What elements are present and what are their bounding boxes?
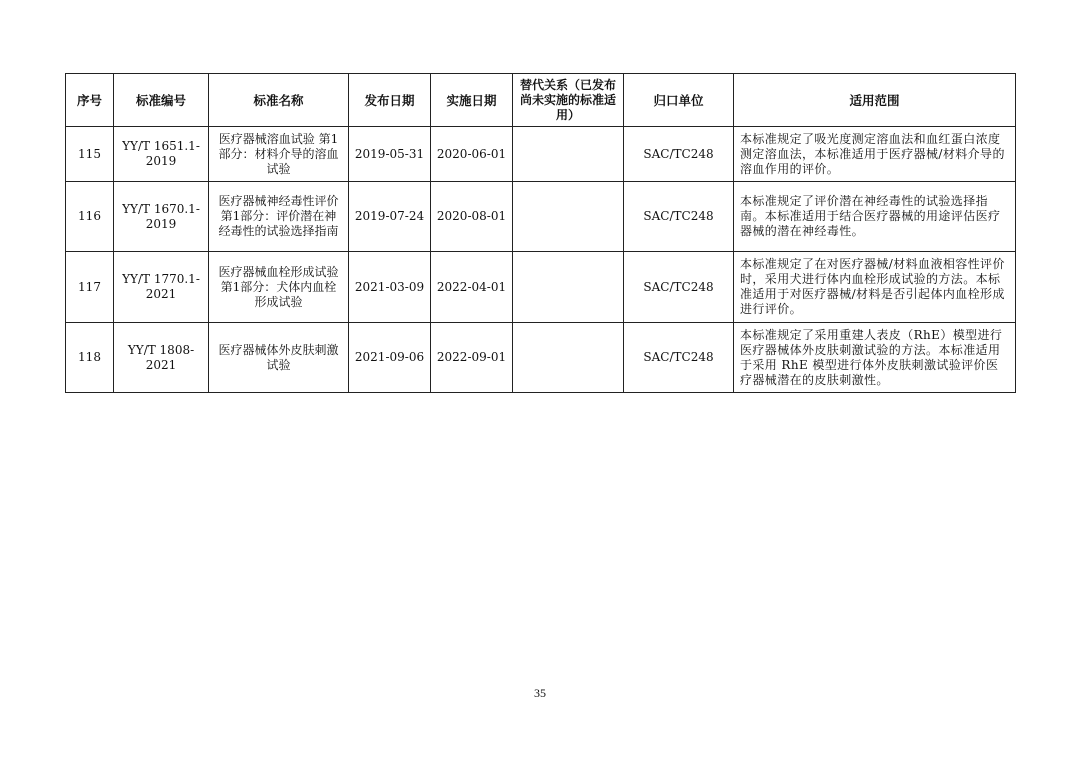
standards-table xyxy=(65,73,1016,393)
cell-scope: 本标准规定了采用重建人表皮（RhE）模型进行医疗器械体外皮肤刺激试验的方法。本标准适用于采用 RhE 模型进行体外皮肤刺激试验评价医疗器械潜在的皮肤刺激性。 xyxy=(734,323,1016,393)
cell-code: YY/T 1670.1-2019 xyxy=(114,182,209,252)
cell-impl-date: 2020-06-01 xyxy=(431,127,513,182)
cell-scope: 本标准规定了吸光度测定溶血法和血红蛋白浓度测定溶血法，本标准适用于医疗器械/材料介导的溶血作用的评价。 xyxy=(734,127,1016,182)
table-row xyxy=(66,323,1016,393)
table-row xyxy=(66,127,1016,182)
cell-replace xyxy=(513,323,624,393)
cell-unit: SAC/TC248 xyxy=(624,252,734,323)
cell-code: YY/T 1770.1-2021 xyxy=(114,252,209,323)
cell-replace xyxy=(513,252,624,323)
cell-replace xyxy=(513,182,624,252)
cell-name: 医疗器械血栓形成试验 第1部分：犬体内血栓形成试验 xyxy=(209,252,349,323)
header-seq: 序号 xyxy=(66,74,114,127)
table-header-row xyxy=(66,74,1016,127)
table-row xyxy=(66,252,1016,323)
cell-unit: SAC/TC248 xyxy=(624,182,734,252)
table-row xyxy=(66,182,1016,252)
cell-seq: 118 xyxy=(66,323,114,393)
cell-name: 医疗器械神经毒性评价 第1部分：评价潜在神经毒性的试验选择指南 xyxy=(209,182,349,252)
header-scope: 适用范围 xyxy=(734,74,1016,127)
cell-scope: 本标准规定了评价潜在神经毒性的试验选择指南。本标准适用于结合医疗器械的用途评估医疗器械的潜在神经毒性。 xyxy=(734,182,1016,252)
cell-impl-date: 2022-09-01 xyxy=(431,323,513,393)
cell-name: 医疗器械体外皮肤刺激试验 xyxy=(209,323,349,393)
cell-impl-date: 2020-08-01 xyxy=(431,182,513,252)
cell-publish-date: 2019-07-24 xyxy=(349,182,431,252)
cell-code: YY/T 1651.1-2019 xyxy=(114,127,209,182)
cell-code: YY/T 1808-2021 xyxy=(114,323,209,393)
cell-name: 医疗器械溶血试验 第1部分：材料介导的溶血试验 xyxy=(209,127,349,182)
cell-seq: 117 xyxy=(66,252,114,323)
header-replace: 替代关系（已发布尚未实施的标准适用） xyxy=(513,74,624,127)
cell-publish-date: 2021-03-09 xyxy=(349,252,431,323)
header-code: 标准编号 xyxy=(114,74,209,127)
cell-unit: SAC/TC248 xyxy=(624,323,734,393)
cell-seq: 115 xyxy=(66,127,114,182)
cell-publish-date: 2019-05-31 xyxy=(349,127,431,182)
cell-replace xyxy=(513,127,624,182)
cell-seq: 116 xyxy=(66,182,114,252)
header-impl-date: 实施日期 xyxy=(431,74,513,127)
cell-unit: SAC/TC248 xyxy=(624,127,734,182)
header-publish-date: 发布日期 xyxy=(349,74,431,127)
header-name: 标准名称 xyxy=(209,74,349,127)
cell-scope: 本标准规定了在对医疗器械/材料血液相容性评价时，采用犬进行体内血栓形成试验的方法。本标准适用于对医疗器械/材料是否引起体内血栓形成进行评价。 xyxy=(734,252,1016,323)
header-unit: 归口单位 xyxy=(624,74,734,127)
cell-publish-date: 2021-09-06 xyxy=(349,323,431,393)
cell-impl-date: 2022-04-01 xyxy=(431,252,513,323)
page-number: 35 xyxy=(534,686,546,700)
